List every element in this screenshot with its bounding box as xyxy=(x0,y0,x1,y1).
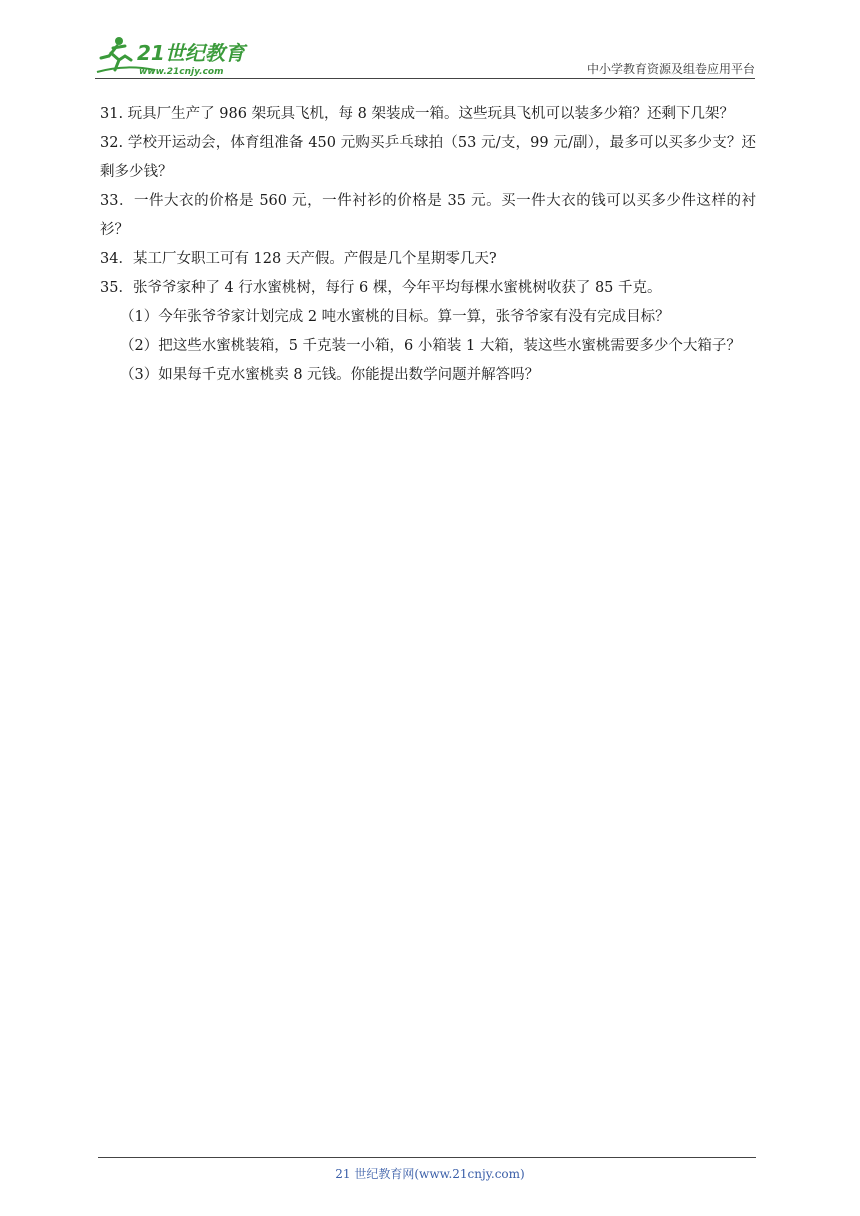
question-31: 31. 玩具厂生产了 986 架玩具飞机，每 8 架装成一箱。这些玩具飞机可以装多少箱？还剩下几架？ xyxy=(100,106,735,122)
question-34: 34．某工厂女职工可有 128 天产假。产假是几个星期零几天? xyxy=(100,251,497,267)
page-header xyxy=(95,30,755,78)
footer-divider xyxy=(98,1157,756,1158)
question-35-part-1: （1）今年张爷爷家计划完成 2 吨水蜜桃的目标。算一算，张爷爷家有没有完成目标？ xyxy=(120,309,670,325)
question-list xyxy=(100,100,756,390)
footer-site-text: 21 世纪教育网(www.21cnjy.com) xyxy=(335,1167,525,1181)
question-33: 33．一件大衣的价格是 560 元，一件衬衫的价格是 35 元。买一件大衣的钱可以买多少件这样的衬衫？ xyxy=(100,193,756,238)
svg-text:21世纪教育: 21世纪教育 xyxy=(137,41,245,65)
question-35-part-2: （2）把这些水蜜桃装箱，5 千克装一小箱，6 小箱装 1 大箱，装这些水蜜桃需要多少个大箱子？ xyxy=(120,338,741,354)
question-35: 35．张爷爷家种了 4 行水蜜桃树，每行 6 棵，今年平均每棵水蜜桃树收获了 85 千克。 xyxy=(100,280,662,296)
question-32: 32. 学校开运动会，体育组准备 450 元购买乒乓球拍（53 元/支，99 元/副），最多可以买多少支？还剩多少钱？ xyxy=(100,135,756,180)
logo-21cnjy xyxy=(95,34,265,76)
svg-text:www.21cnjy.com: www.21cnjy.com xyxy=(139,67,224,76)
header-platform-text: 中小学教育资源及组卷应用平台 xyxy=(586,62,755,76)
header-divider xyxy=(95,78,755,79)
question-35-part-3: （3）如果每千克水蜜桃卖 8 元钱。你能提出数学问题并解答吗？ xyxy=(120,367,540,383)
